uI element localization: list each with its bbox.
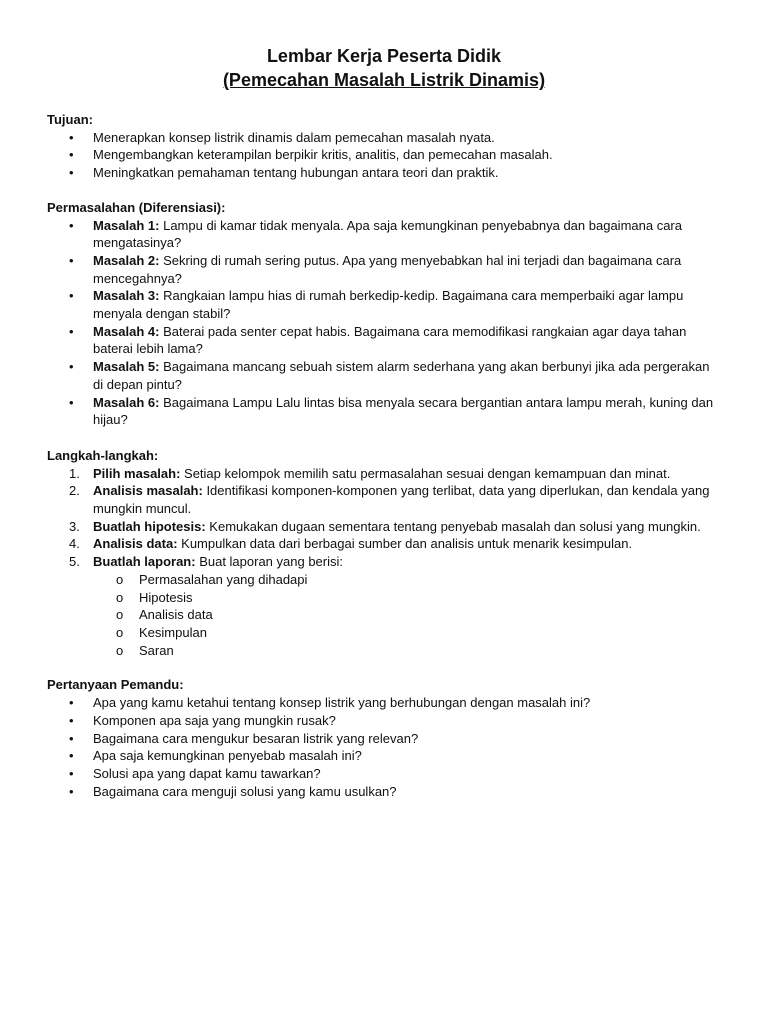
bullet-icon: • (69, 359, 74, 375)
problem-label: Masalah 4: (93, 323, 160, 339)
question-item (47, 712, 720, 730)
bullet-icon: • (69, 252, 74, 268)
problem-text: Baterai pada senter cepat habis. Bagaimana cara memodifikasi rangkaian agar daya tahan baterai lebih lama? (93, 323, 687, 357)
problem-text: Bagaimana mancang sebuah sistem alarm sederhana yang akan berbunyi jika ada pergerakan di depan pintu? (93, 359, 710, 392)
circle-bullet-icon: o (116, 624, 124, 640)
problem-label: Masalah 2: (93, 252, 160, 268)
langkah-list (47, 465, 720, 571)
bullet-icon: • (69, 712, 74, 728)
list-item (47, 146, 720, 164)
step-label: Analisis masalah: (93, 483, 203, 499)
problem-item (47, 287, 720, 322)
question-item (47, 730, 720, 748)
question-text: Bagaimana cara mengukur besaran listrik yang relevan? (93, 730, 419, 746)
report-item-text: Permasalahan yang dihadapi (139, 571, 308, 587)
question-item (47, 747, 720, 765)
report-item (47, 642, 720, 660)
pertanyaan-list (47, 694, 720, 800)
report-item (47, 606, 720, 624)
bullet-icon: • (69, 288, 74, 304)
question-text: Apa yang kamu ketahui tentang konsep listrik yang berhubungan dengan masalah ini? (93, 695, 591, 711)
question-item (47, 783, 720, 801)
section-heading-pertanyaan: Pertanyaan Pemandu: (47, 677, 184, 693)
bullet-icon: • (69, 165, 74, 181)
report-item (47, 624, 720, 642)
problem-item (47, 323, 720, 358)
bullet-icon: • (69, 323, 74, 339)
question-item (47, 694, 720, 712)
circle-bullet-icon: o (116, 589, 124, 605)
report-item (47, 589, 720, 607)
step-label: Pilih masalah: (93, 465, 181, 481)
step-text: Identifikasi komponen-komponen yang terlibat, data yang diperlukan, dan kendala yang mungkin muncul. (93, 483, 710, 517)
circle-bullet-icon: o (116, 607, 124, 623)
bullet-icon: • (69, 765, 74, 781)
list-item-text: Mengembangkan keterampilan berpikir kritis, analitis, dan pemecahan masalah. (93, 147, 553, 163)
question-text: Solusi apa yang dapat kamu tawarkan? (93, 765, 321, 781)
step-label: Analisis data: (93, 536, 178, 552)
report-item-text: Saran (139, 642, 174, 658)
step-text: Buat laporan yang berisi: (195, 554, 344, 570)
step-text: Kumpulkan data dari berbagai sumber dan analisis untuk menarik kesimpulan. (177, 536, 633, 552)
problem-text: Sekring di rumah sering putus. Apa yang menyebabkan hal ini terjadi dan bagaimana cara mencegahnya? (93, 252, 682, 286)
list-item (47, 129, 720, 147)
problem-label: Masalah 3: (93, 288, 160, 304)
section-heading-tujuan: Tujuan: (47, 112, 93, 127)
title-line-2: (Pemecahan Masalah Listrik Dinamis) (222, 70, 546, 90)
step-number: 4. (69, 536, 80, 552)
problem-item (47, 358, 720, 393)
circle-bullet-icon: o (116, 642, 124, 658)
problem-text: Rangkaian lampu hias di rumah berkedip-kedip. Bagaimana cara memperbaiki agar lampu menyala dengan stabil? (93, 288, 684, 322)
problem-label: Masalah 1: (93, 217, 160, 233)
step-number: 3. (69, 518, 80, 534)
problem-text: Bagaimana Lampu Lalu lintas bisa menyala secara bergantian antara lampu merah, kuning dan hijau? (93, 394, 714, 428)
step-item (47, 465, 720, 483)
problem-item (47, 394, 720, 429)
step-number: 5. (69, 554, 80, 570)
tujuan-list (47, 129, 720, 182)
circle-bullet-icon: o (116, 571, 124, 587)
report-item (47, 571, 720, 589)
step-label: Buatlah hipotesis: (93, 518, 206, 534)
step-label: Buatlah laporan: (93, 554, 196, 570)
question-text: Apa saja kemungkinan penyebab masalah ini? (93, 748, 362, 764)
title-line-1: Lembar Kerja Peserta Didik (266, 46, 502, 66)
step-item (47, 553, 720, 571)
bullet-icon: • (69, 394, 74, 410)
step-number: 1. (69, 465, 80, 481)
question-text: Bagaimana cara menguji solusi yang kamu usulkan? (93, 783, 397, 799)
section-heading-langkah: Langkah-langkah: (47, 447, 159, 463)
step-number: 2. (69, 483, 80, 499)
bullet-icon: • (69, 783, 74, 799)
problem-text: Lampu di kamar tidak menyala. Apa saja kemungkinan penyebabnya dan bagaimana cara mengatasinya? (93, 217, 682, 251)
list-item (47, 164, 720, 182)
report-item-text: Hipotesis (139, 589, 193, 605)
list-item-text: Meningkatkan pemahaman tentang hubungan antara teori dan praktik. (93, 165, 499, 181)
report-item-text: Kesimpulan (139, 624, 207, 640)
problem-label: Masalah 6: (93, 394, 160, 410)
bullet-icon: • (69, 147, 74, 163)
step-text: Kemukakan dugaan sementara tentang penyebab masalah dan solusi yang mungkin. (205, 518, 701, 534)
bullet-icon: • (69, 730, 74, 746)
step-text: Setiap kelompok memilih satu permasalahan sesuai dengan kemampuan dan minat. (180, 465, 671, 481)
step-item (47, 482, 720, 517)
question-item (47, 765, 720, 783)
question-text: Komponen apa saja yang mungkin rusak? (93, 712, 336, 728)
report-item-text: Analisis data (139, 607, 213, 623)
problem-item (47, 252, 720, 287)
step-item (47, 518, 720, 536)
document-title (47, 44, 720, 92)
list-item-text: Menerapkan konsep listrik dinamis dalam pemecahan masalah nyata. (93, 129, 495, 145)
permasalahan-list (47, 217, 720, 429)
bullet-icon: • (69, 695, 74, 711)
bullet-icon: • (69, 748, 74, 764)
problem-label: Masalah 5: (93, 359, 160, 375)
report-contents-list (47, 571, 720, 660)
bullet-icon: • (69, 217, 74, 233)
problem-item (47, 217, 720, 252)
step-item (47, 535, 720, 553)
section-heading-permasalahan: Permasalahan (Diferensiasi): (47, 199, 226, 215)
bullet-icon: • (69, 129, 74, 145)
